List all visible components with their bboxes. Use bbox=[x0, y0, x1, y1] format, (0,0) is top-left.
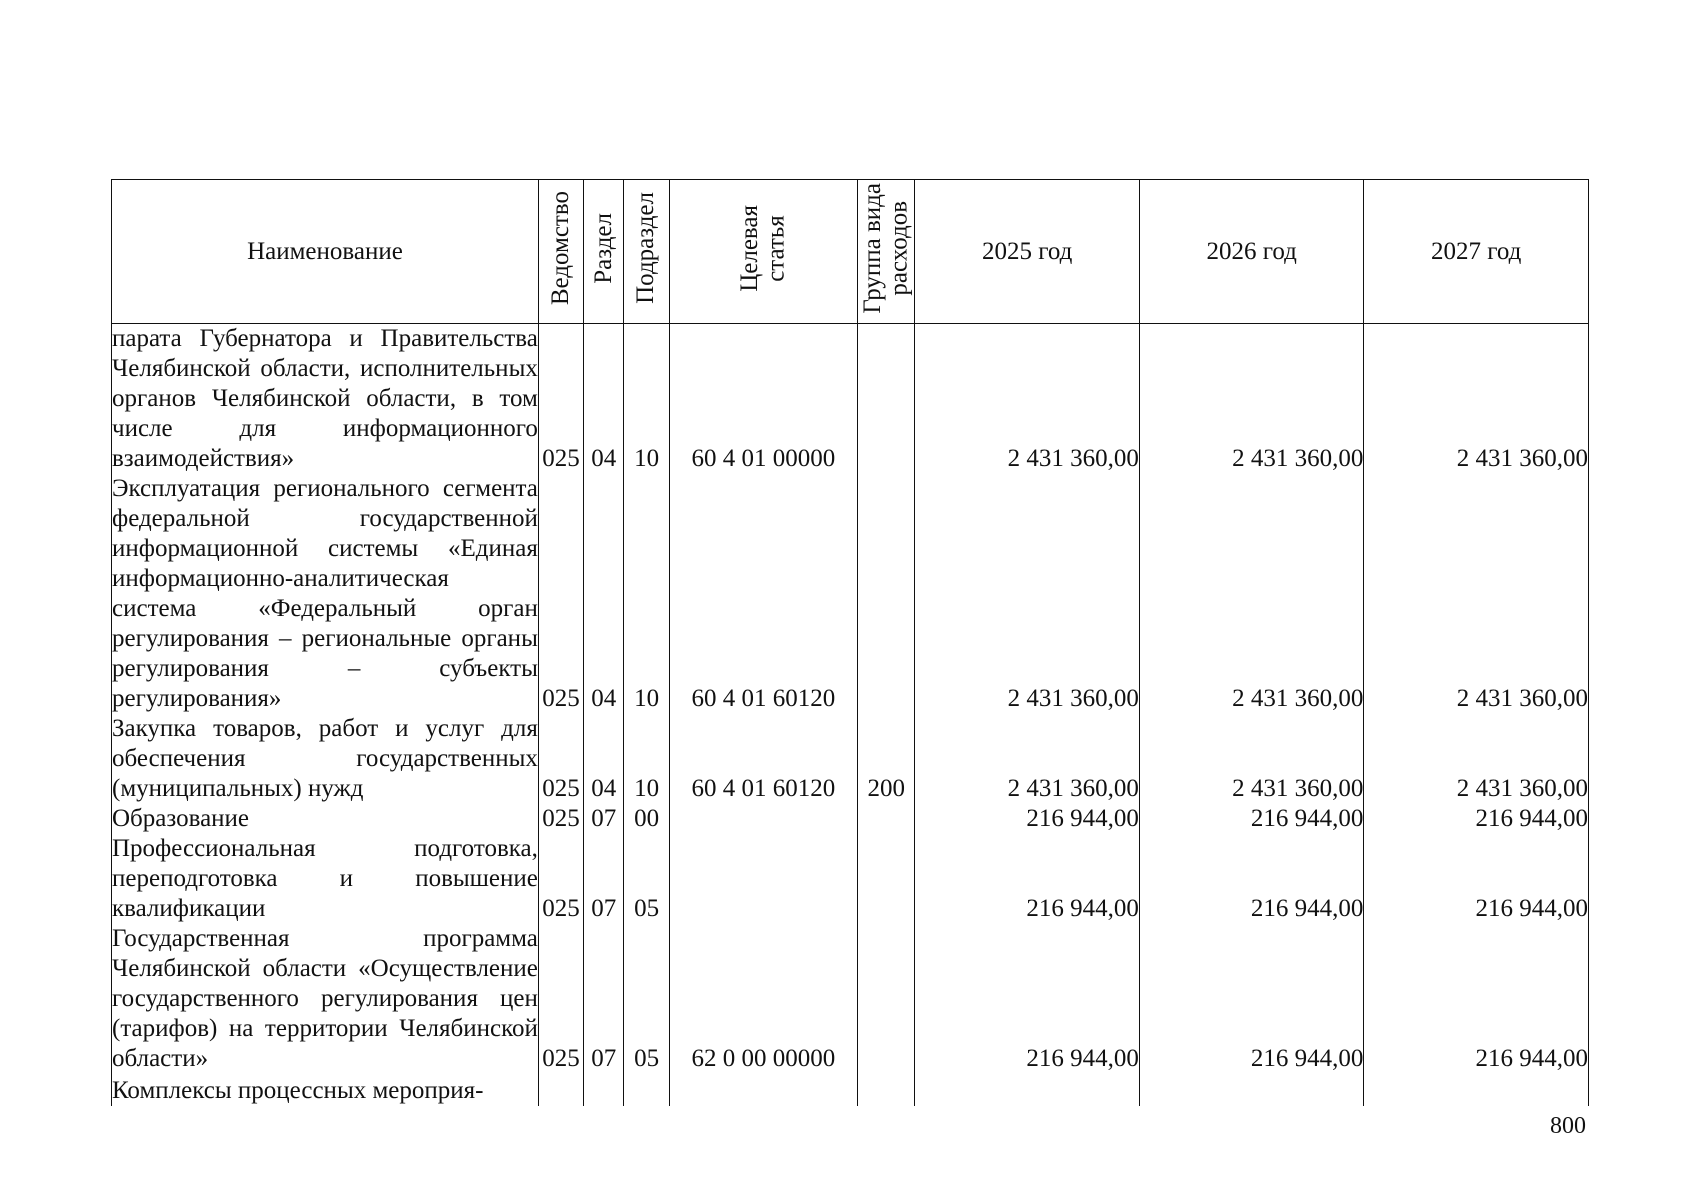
cell-target-article: 62 0 00 00000 bbox=[669, 924, 857, 1074]
cell-2025: 2 431 360,00 bbox=[915, 324, 1140, 475]
cell-2025: 2 431 360,00 bbox=[915, 474, 1140, 714]
cell-department: 025 bbox=[538, 924, 583, 1074]
cell-name: парата Губернатора и Правительства Челябинской области, исполнительных органов Челябинской области, в том числе для информационного взаимодействия» bbox=[112, 325, 538, 472]
cell-target-article bbox=[669, 834, 857, 924]
cell-section: 07 bbox=[584, 924, 624, 1074]
cell-department: 025 bbox=[538, 324, 583, 475]
cell-subsection: 10 bbox=[624, 714, 669, 804]
table-row bbox=[112, 474, 1589, 714]
cell-name: Государственная программа Челябинской области «Осуществление государственного регулирования цен (тарифов) на территории Челябинской области» bbox=[112, 925, 538, 1072]
header-target-article: Целевая статья bbox=[669, 180, 857, 324]
table-body bbox=[112, 324, 1589, 1107]
cell-section: 04 bbox=[584, 324, 624, 475]
cell-section: 04 bbox=[584, 714, 624, 804]
header-2027: 2027 год bbox=[1364, 180, 1589, 324]
table-row bbox=[112, 324, 1589, 475]
cell-subsection: 05 bbox=[624, 924, 669, 1074]
cell-expense-group bbox=[858, 474, 915, 714]
cell-expense-group bbox=[858, 924, 915, 1074]
cell-2025: 2 431 360,00 bbox=[915, 714, 1140, 804]
cell-section: 07 bbox=[584, 804, 624, 834]
cell-2027 bbox=[1364, 1074, 1589, 1106]
table-row bbox=[112, 804, 1589, 834]
cell-2027: 216 944,00 bbox=[1364, 804, 1589, 834]
cell-target-article bbox=[669, 804, 857, 834]
table-row bbox=[112, 1074, 1589, 1106]
cell-2026: 2 431 360,00 bbox=[1139, 324, 1364, 475]
cell-expense-group bbox=[858, 1074, 915, 1106]
cell-2026: 216 944,00 bbox=[1139, 804, 1364, 834]
cell-target-article bbox=[669, 1074, 857, 1106]
cell-expense-group bbox=[858, 324, 915, 475]
cell-2026: 216 944,00 bbox=[1139, 834, 1364, 924]
cell-2027: 2 431 360,00 bbox=[1364, 474, 1589, 714]
cell-target-article: 60 4 01 00000 bbox=[669, 324, 857, 475]
cell-expense-group bbox=[858, 834, 915, 924]
header-subsection: Подраздел bbox=[624, 180, 669, 324]
cell-name: Профессиональная подготовка, переподготовка и повышение квалификации bbox=[112, 835, 538, 922]
cell-expense-group: 200 bbox=[858, 714, 915, 804]
cell-subsection: 10 bbox=[624, 324, 669, 475]
cell-2026: 216 944,00 bbox=[1139, 924, 1364, 1074]
cell-expense-group bbox=[858, 804, 915, 834]
cell-name: Эксплуатация регионального сегмента федеральной государственной информационной системы «Единая информационно-аналитическая система «Федеральный орган регулирования – региональные органы регулирования – субъекты регулирования» bbox=[112, 475, 538, 712]
cell-name: Комплексы процессных мероприя- bbox=[112, 1074, 539, 1106]
budget-table bbox=[111, 179, 1589, 1106]
cell-target-article: 60 4 01 60120 bbox=[669, 714, 857, 804]
cell-section bbox=[584, 1074, 624, 1106]
cell-section: 04 bbox=[584, 474, 624, 714]
cell-section: 07 bbox=[584, 834, 624, 924]
cell-subsection: 00 bbox=[624, 804, 669, 834]
table-row bbox=[112, 834, 1589, 924]
header-name: Наименование bbox=[112, 180, 539, 324]
cell-2027: 2 431 360,00 bbox=[1364, 714, 1589, 804]
cell-department bbox=[538, 1074, 583, 1106]
table-row bbox=[112, 714, 1589, 804]
cell-2026 bbox=[1139, 1074, 1364, 1106]
cell-target-article: 60 4 01 60120 bbox=[669, 474, 857, 714]
cell-department: 025 bbox=[538, 804, 583, 834]
cell-name: Образование bbox=[112, 804, 539, 834]
header-2025: 2025 год bbox=[915, 180, 1140, 324]
cell-2025: 216 944,00 bbox=[915, 804, 1140, 834]
header-2026: 2026 год bbox=[1139, 180, 1364, 324]
table-header bbox=[112, 180, 1589, 324]
header-expense-group: Группа вида расходов bbox=[858, 180, 915, 324]
table-row bbox=[112, 924, 1589, 1074]
header-section: Раздел bbox=[584, 180, 624, 324]
cell-2027: 216 944,00 bbox=[1364, 834, 1589, 924]
cell-subsection: 10 bbox=[624, 474, 669, 714]
cell-2025 bbox=[915, 1074, 1140, 1106]
cell-2025: 216 944,00 bbox=[915, 924, 1140, 1074]
cell-department: 025 bbox=[538, 714, 583, 804]
cell-department: 025 bbox=[538, 474, 583, 714]
cell-2025: 216 944,00 bbox=[915, 834, 1140, 924]
header-department: Ведомство bbox=[538, 180, 583, 324]
cell-department: 025 bbox=[538, 834, 583, 924]
cell-name: Закупка товаров, работ и услуг для обеспечения государственных (муниципальных) нужд bbox=[112, 715, 538, 802]
cell-2026: 2 431 360,00 bbox=[1139, 474, 1364, 714]
cell-2027: 2 431 360,00 bbox=[1364, 324, 1589, 475]
cell-subsection bbox=[624, 1074, 669, 1106]
cell-2026: 2 431 360,00 bbox=[1139, 714, 1364, 804]
page-number: 800 bbox=[1550, 1113, 1586, 1139]
cell-2027: 216 944,00 bbox=[1364, 924, 1589, 1074]
cell-subsection: 05 bbox=[624, 834, 669, 924]
